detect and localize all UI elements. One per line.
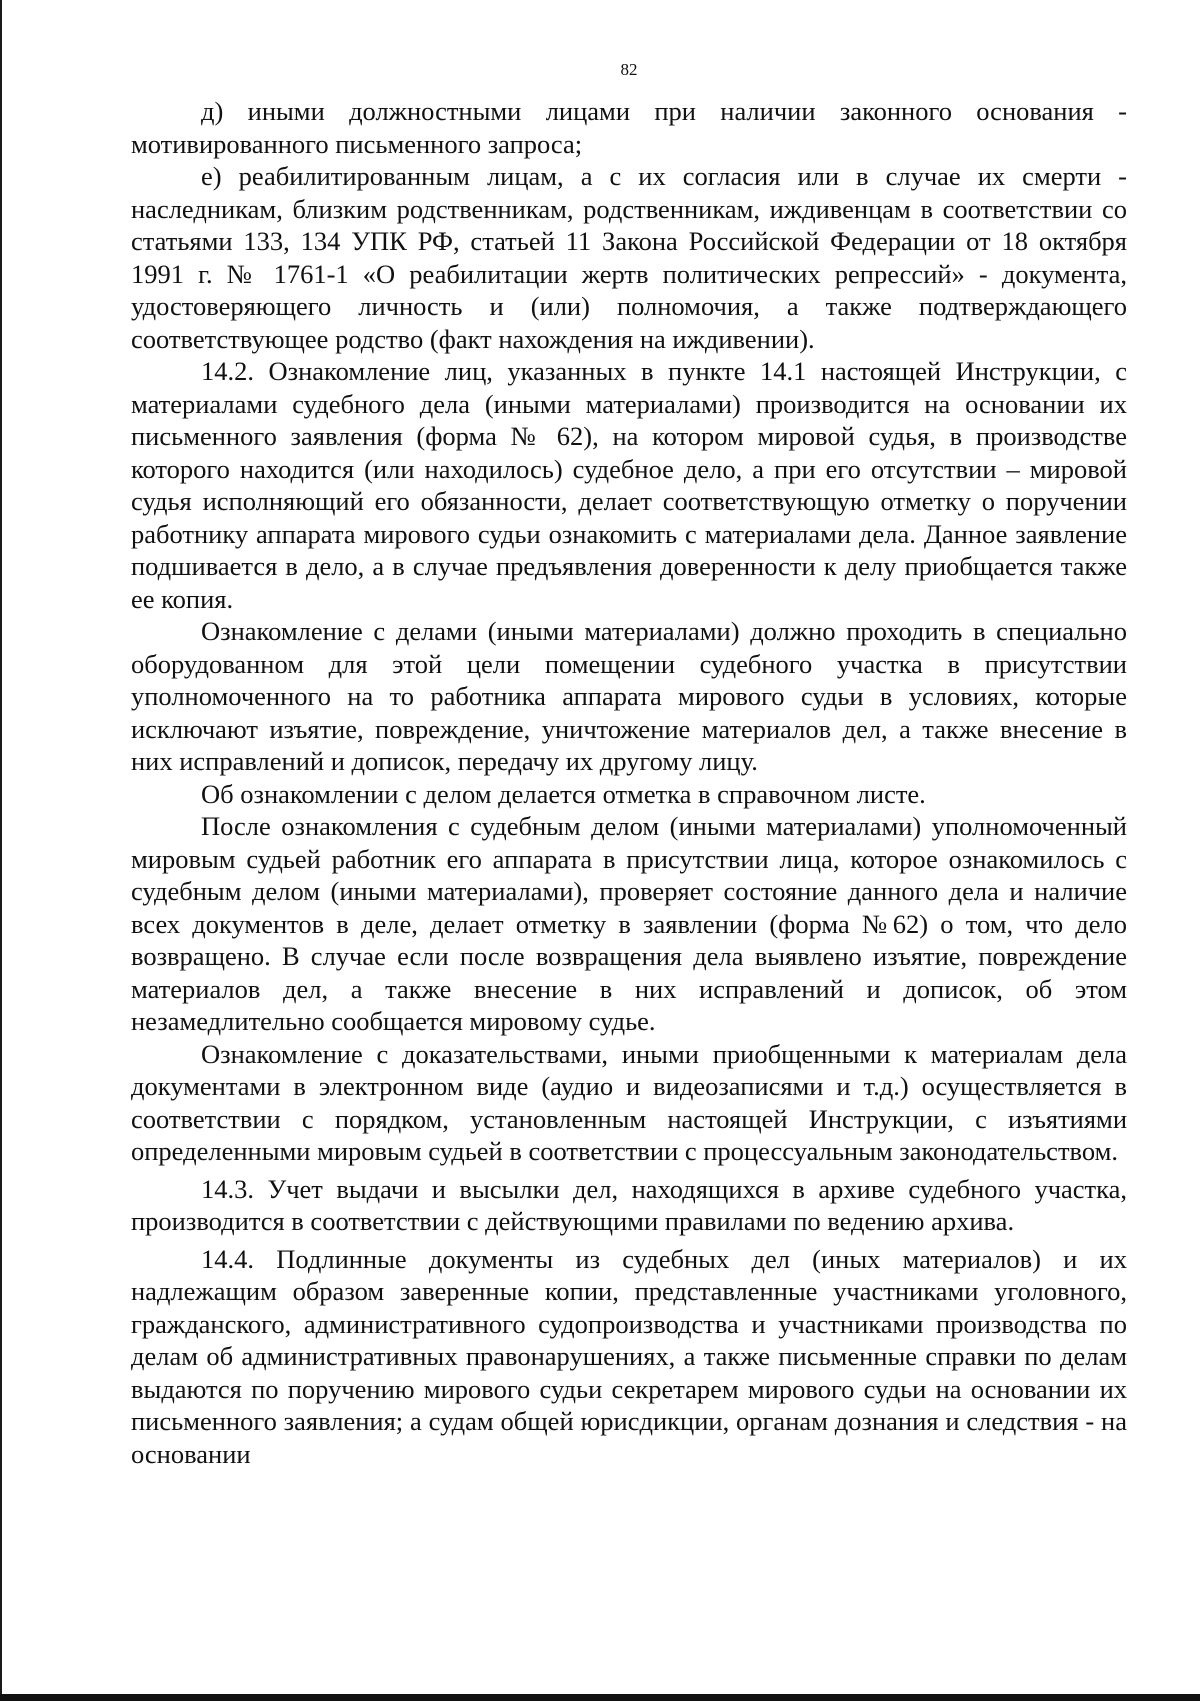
- paragraph-familiarization-premises: Ознакомление с делами (иными материалами) должно проходить в специально оборудованном для этой цели помещении судебного участка в присутствии уполномоченного на то работника аппарата мирового судьи в условиях, которые исключают изъятие, повреждение, уничтожение материалов дел, а также внесение в них исправлений и дописок, передачу их другому лицу.: [131, 616, 1127, 776]
- document-page: [131, 60, 1127, 1470]
- scan-bottom-edge: [0, 1694, 1200, 1701]
- paragraph-reference-sheet: Об ознакомлении с делом делается отметка в справочном листе.: [201, 778, 926, 809]
- paragraph-electronic-evidence: Ознакомление с доказательствами, иными приобщенными к материалам дела документами в электронном виде (аудио и видеозаписями и т.д.) осуществляется в соответствии с порядком, установленным настоящей Инструкции, с изъятиями определенными мировым судьей в соответствии с процессуальным законодательством.: [131, 1038, 1127, 1166]
- paragraph-d: д) иными должностными лицами при наличии законного основания - мотивированного письменного запроса;: [131, 96, 1127, 159]
- page-number: 82: [620, 60, 638, 79]
- paragraph-14-3: 14.3. Учет выдачи и высылки дел, находящихся в архиве судебного участка, производится в соответствии с действующими правилами по ведению архива.: [131, 1173, 1127, 1236]
- paragraph-14-2: 14.2. Ознакомление лиц, указанных в пункте 14.1 настоящей Инструкции, с материалами судебного дела (иными материалами) производится на основании их письменного заявления (форма № 62), на котором мировой судья, в производстве которого находится (или находилось) судебное дело, а при его отсутствии – мировой судья исполняющий его обязанности, делает соответствующую отметку о поручении работнику аппарата мирового судьи ознакомить с материалами дела. Данное заявление подшивается в дело, а в случае предъявления доверенности к делу приобщается также ее копия.: [131, 356, 1127, 614]
- paragraph-e: е) реабилитированным лицам, а с их согласия или в случае их смерти - наследникам, близким родственникам, родственникам, иждивенцам в соответствии со статьями 133, 134 УПК РФ, статьей 11 Закона Российской Федерации от 18 октября 1991 г. № 1761-1 «О реабилитации жертв политических репрессий» - документа, удостоверяющего личность и (или) полномочия, а также подтверждающего соответствующее родство (факт нахождения на иждивении).: [131, 161, 1127, 354]
- paragraph-after-familiarization: После ознакомления с судебным делом (иными материалами) уполномоченный мировым судьей работник его аппарата в присутствии лица, которое ознакомилось с судебным делом (иными материалами), проверяет состояние данного дела и наличие всех документов в деле, делает отметку в заявлении (форма №62) о том, что дело возвращено. В случае если после возвращения дела выявлено изъятие, повреждение материалов дел, а также внесение в них исправлений и дописок, об этом незамедлительно сообщается мировому судье.: [131, 811, 1127, 1036]
- scan-left-edge: [0, 0, 2, 1701]
- paragraph-14-4: 14.4. Подлинные документы из судебных дел (иных материалов) и их надлежащим образом заверенные копии, представленные участниками уголовного, гражданского, административного судопроизводства и участниками производства по делам об административных правонарушениях, а также письменные справки по делам выдаются по поручению мирового судьи секретарем мирового судьи на основании их письменного заявления; а судам общей юрисдикции, органам дознания и следствия - на основании: [131, 1243, 1127, 1469]
